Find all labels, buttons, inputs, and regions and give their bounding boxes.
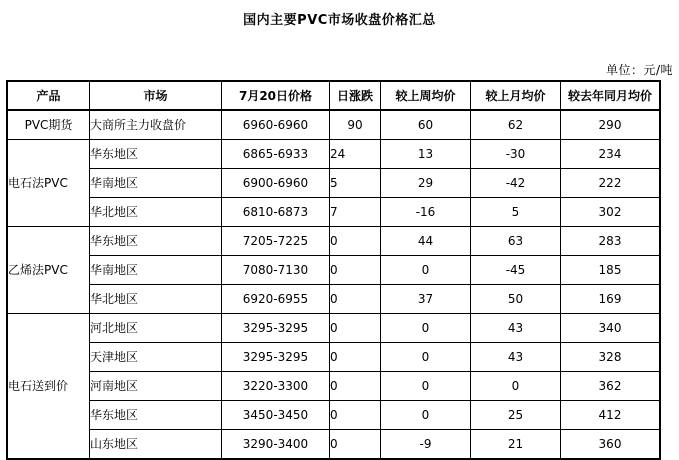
vs-last-month-cell: -30 xyxy=(471,140,561,169)
daily-change-cell: 0 xyxy=(330,285,381,314)
page-title: 国内主要PVC市场收盘价格汇总 xyxy=(243,13,436,28)
daily-change-cell: 0 xyxy=(330,372,381,401)
table-header-row xyxy=(8,82,660,111)
vs-last-month-cell: 50 xyxy=(471,285,561,314)
vs-last-week-cell: 29 xyxy=(381,169,471,198)
daily-change-cell: 5 xyxy=(330,169,381,198)
header-price: 7月20日价格 xyxy=(222,82,330,111)
vs-last-month-cell: 21 xyxy=(471,430,561,459)
price-cell: 3450-3450 xyxy=(222,401,330,430)
vs-last-year-cell: 234 xyxy=(561,140,660,169)
market-cell: 华东地区 xyxy=(90,140,222,169)
price-cell: 6865-6933 xyxy=(222,140,330,169)
daily-change-cell: 90 xyxy=(330,111,381,140)
vs-last-year-cell: 222 xyxy=(561,169,660,198)
market-cell: 大商所主力收盘价 xyxy=(90,111,222,140)
market-cell: 天津地区 xyxy=(90,343,222,372)
table-row xyxy=(8,198,660,227)
vs-last-week-cell: 0 xyxy=(381,372,471,401)
price-cell: 7205-7225 xyxy=(222,227,330,256)
table-row xyxy=(8,314,660,343)
vs-last-month-cell: 43 xyxy=(471,314,561,343)
vs-last-month-cell: 63 xyxy=(471,227,561,256)
price-cell: 7080-7130 xyxy=(222,256,330,285)
vs-last-year-cell: 185 xyxy=(561,256,660,285)
table-row xyxy=(8,140,660,169)
vs-last-month-cell: 5 xyxy=(471,198,561,227)
daily-change-cell: 7 xyxy=(330,198,381,227)
price-cell: 6900-6960 xyxy=(222,169,330,198)
table-row xyxy=(8,169,660,198)
vs-last-week-cell: 37 xyxy=(381,285,471,314)
header-daily-change: 日涨跌 xyxy=(330,82,381,111)
product-cell: 电石送到价 xyxy=(8,314,90,459)
price-cell: 3295-3295 xyxy=(222,314,330,343)
daily-change-cell: 0 xyxy=(330,227,381,256)
header-vs-last-month: 较上月均价 xyxy=(471,82,561,111)
header-product: 产品 xyxy=(8,82,90,111)
vs-last-week-cell: 0 xyxy=(381,314,471,343)
vs-last-month-cell: -42 xyxy=(471,169,561,198)
market-cell: 华北地区 xyxy=(90,285,222,314)
vs-last-month-cell: 62 xyxy=(471,111,561,140)
table-row xyxy=(8,256,660,285)
vs-last-week-cell: 0 xyxy=(381,343,471,372)
vs-last-year-cell: 340 xyxy=(561,314,660,343)
table-row xyxy=(8,372,660,401)
table-row xyxy=(8,430,660,459)
vs-last-week-cell: 0 xyxy=(381,256,471,285)
vs-last-year-cell: 290 xyxy=(561,111,660,140)
table-row xyxy=(8,401,660,430)
price-cell: 6920-6955 xyxy=(222,285,330,314)
vs-last-month-cell: 25 xyxy=(471,401,561,430)
market-cell: 华南地区 xyxy=(90,256,222,285)
daily-change-cell: 0 xyxy=(330,401,381,430)
vs-last-week-cell: 13 xyxy=(381,140,471,169)
daily-change-cell: 0 xyxy=(330,343,381,372)
market-cell: 华东地区 xyxy=(90,227,222,256)
vs-last-year-cell: 412 xyxy=(561,401,660,430)
price-cell: 6810-6873 xyxy=(222,198,330,227)
daily-change-cell: 24 xyxy=(330,140,381,169)
daily-change-cell: 0 xyxy=(330,314,381,343)
daily-change-cell: 0 xyxy=(330,430,381,459)
unit-label: 单位：元/吨 xyxy=(605,63,673,77)
vs-last-week-cell: 60 xyxy=(381,111,471,140)
vs-last-month-cell: 43 xyxy=(471,343,561,372)
price-cell: 3220-3300 xyxy=(222,372,330,401)
vs-last-week-cell: -9 xyxy=(381,430,471,459)
header-market: 市场 xyxy=(90,82,222,111)
market-cell: 华北地区 xyxy=(90,198,222,227)
market-cell: 华东地区 xyxy=(90,401,222,430)
vs-last-week-cell: 44 xyxy=(381,227,471,256)
vs-last-week-cell: -16 xyxy=(381,198,471,227)
price-table xyxy=(6,80,661,460)
market-cell: 河北地区 xyxy=(90,314,222,343)
header-vs-last-year: 较去年同月均价 xyxy=(561,82,660,111)
vs-last-month-cell: 0 xyxy=(471,372,561,401)
table-row xyxy=(8,111,660,140)
product-cell: PVC期货 xyxy=(8,111,90,140)
header-vs-last-week: 较上周均价 xyxy=(381,82,471,111)
price-cell: 6960-6960 xyxy=(222,111,330,140)
daily-change-cell: 0 xyxy=(330,256,381,285)
vs-last-year-cell: 362 xyxy=(561,372,660,401)
price-cell: 3290-3400 xyxy=(222,430,330,459)
vs-last-year-cell: 302 xyxy=(561,198,660,227)
vs-last-month-cell: -45 xyxy=(471,256,561,285)
vs-last-year-cell: 360 xyxy=(561,430,660,459)
table-row xyxy=(8,285,660,314)
vs-last-year-cell: 283 xyxy=(561,227,660,256)
market-cell: 华南地区 xyxy=(90,169,222,198)
table-row xyxy=(8,343,660,372)
market-cell: 山东地区 xyxy=(90,430,222,459)
vs-last-week-cell: 0 xyxy=(381,401,471,430)
price-cell: 3295-3295 xyxy=(222,343,330,372)
vs-last-year-cell: 169 xyxy=(561,285,660,314)
table-row xyxy=(8,227,660,256)
vs-last-year-cell: 328 xyxy=(561,343,660,372)
product-cell: 电石法PVC xyxy=(8,140,90,227)
market-cell: 河南地区 xyxy=(90,372,222,401)
product-cell: 乙烯法PVC xyxy=(8,227,90,314)
